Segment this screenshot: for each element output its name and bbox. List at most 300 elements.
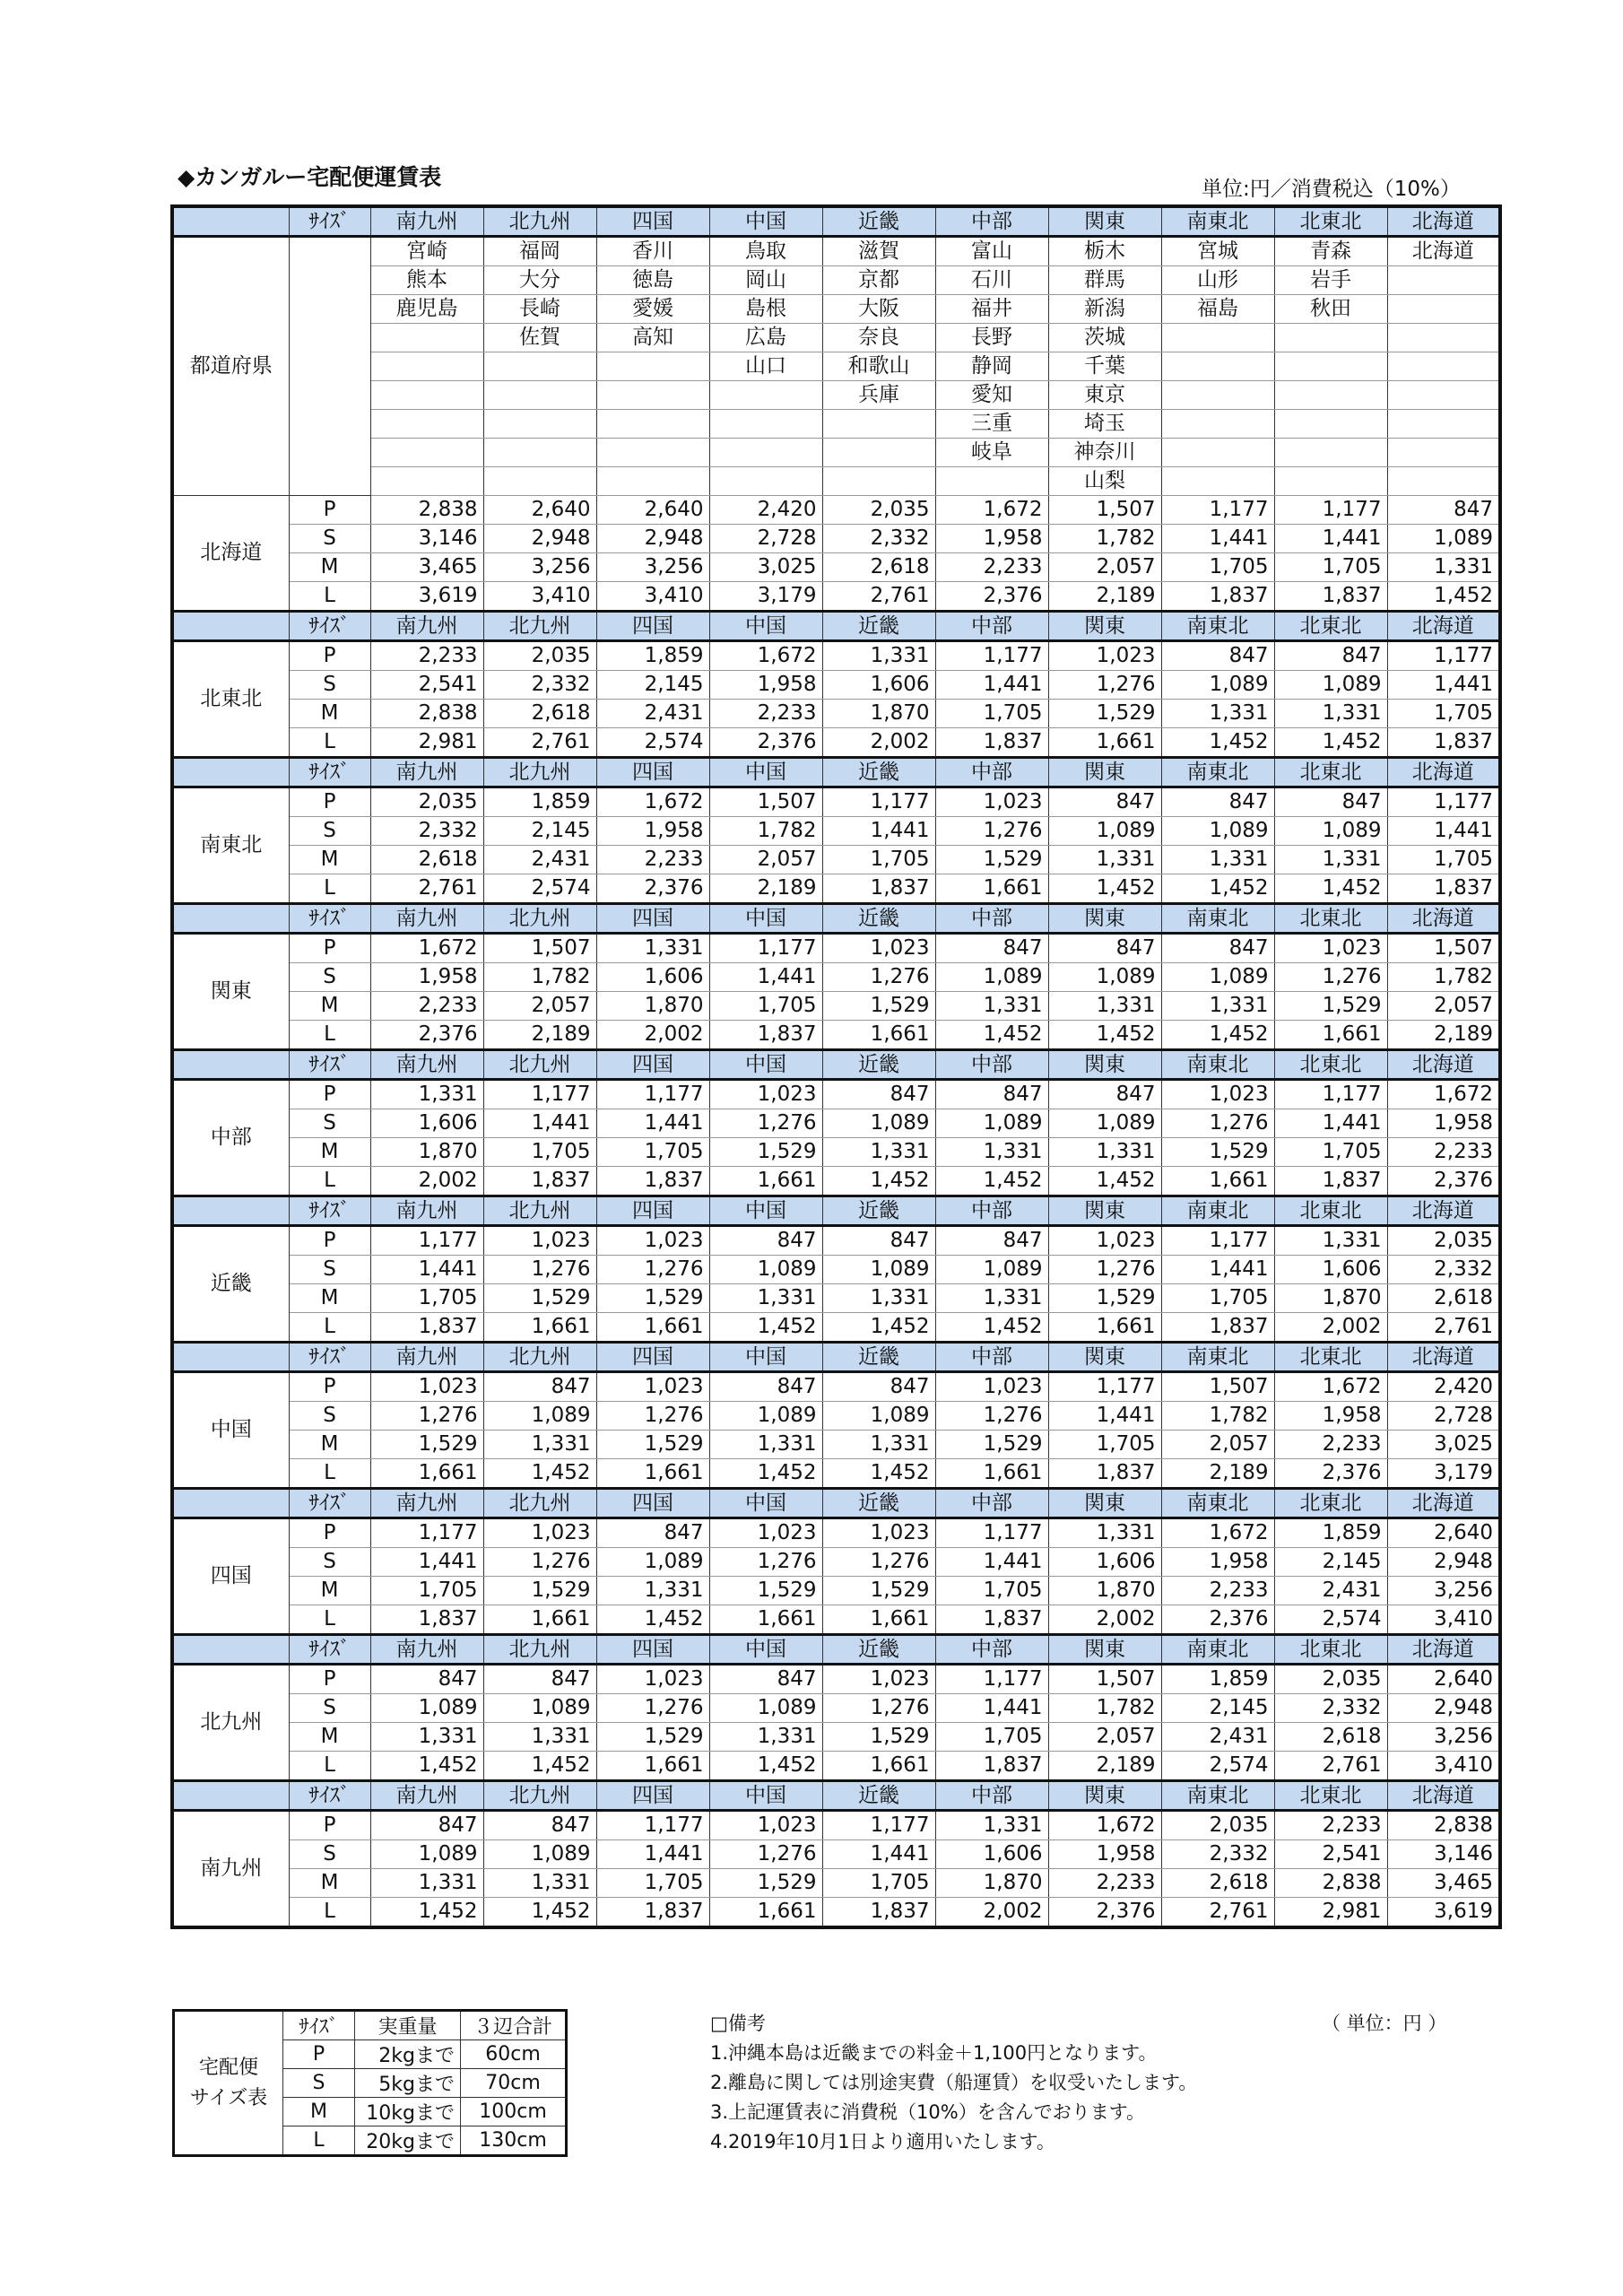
size-header: ｻｲｽﾞ xyxy=(289,904,370,934)
rate-cell: 1,331 xyxy=(1274,846,1387,874)
prefecture-cell: 富山 xyxy=(935,237,1048,266)
prefecture-cell: 石川 xyxy=(935,266,1048,295)
rate-cell: 1,177 xyxy=(822,1811,935,1840)
rate-cell: 2,376 xyxy=(1048,1898,1161,1928)
prefecture-row xyxy=(172,324,1500,352)
region-header: 近畿 xyxy=(822,1050,935,1080)
region-header: 中国 xyxy=(709,612,822,641)
rate-cell: 2,002 xyxy=(822,728,935,758)
rate-cell: 1,331 xyxy=(1274,700,1387,728)
prefecture-cell: 大阪 xyxy=(822,295,935,324)
rate-cell: 2,332 xyxy=(370,817,483,846)
rate-cell: 1,089 xyxy=(596,1548,709,1577)
region-header: 中国 xyxy=(709,1050,822,1080)
note-item: 2.離島に関しては別途実費（船運賃）を収受いたします。 xyxy=(710,2072,1198,2093)
prefecture-cell xyxy=(1161,324,1274,352)
prefecture-cell: 兵庫 xyxy=(822,381,935,410)
rate-cell: 1,441 xyxy=(935,1548,1048,1577)
rate-cell: 1,661 xyxy=(822,1752,935,1781)
origin-label: 北九州 xyxy=(172,1665,289,1781)
rate-cell: 2,376 xyxy=(1161,1605,1274,1635)
rate-cell: 1,331 xyxy=(1161,700,1274,728)
rate-cell: 2,332 xyxy=(1161,1840,1274,1869)
size-header: ｻｲｽﾞ xyxy=(289,1781,370,1811)
rate-cell: 2,233 xyxy=(1274,1811,1387,1840)
rate-cell: 3,465 xyxy=(370,553,483,582)
rate-cell: 2,057 xyxy=(1161,1431,1274,1459)
size-table-column-header: ｻｲｽﾞ xyxy=(283,2011,355,2040)
origin-label: 四国 xyxy=(172,1518,289,1635)
rate-cell: 1,672 xyxy=(709,641,822,671)
rate-cell: 847 xyxy=(1274,641,1387,671)
prefecture-cell: 愛媛 xyxy=(596,295,709,324)
prefecture-cell xyxy=(1161,381,1274,410)
rate-cell: 2,145 xyxy=(483,817,596,846)
rate-cell: 1,331 xyxy=(1161,992,1274,1021)
region-header: 南東北 xyxy=(1161,1196,1274,1226)
rate-cell: 1,870 xyxy=(370,1138,483,1167)
rate-cell: 847 xyxy=(1387,496,1500,525)
rate-cell: 1,331 xyxy=(483,1431,596,1459)
rate-cell: 1,276 xyxy=(822,963,935,992)
size-table-column-header: 実重量 xyxy=(355,2011,461,2040)
rate-cell: 1,958 xyxy=(935,525,1048,553)
rate-cell: 1,837 xyxy=(709,1021,822,1050)
prefecture-label: 都道府県 xyxy=(172,237,289,496)
notes-unit: （ 単位：円 ） xyxy=(1322,2013,1447,2034)
corner-cell xyxy=(172,1196,289,1226)
rate-cell: 1,529 xyxy=(483,1284,596,1313)
rate-cell: 2,057 xyxy=(483,992,596,1021)
size-cell: P xyxy=(289,787,370,817)
rate-cell: 1,089 xyxy=(709,1256,822,1284)
rate-cell: 2,233 xyxy=(1387,1138,1500,1167)
rate-cell: 1,958 xyxy=(1274,1402,1387,1431)
rate-cell: 2,233 xyxy=(1274,1431,1387,1459)
rate-cell: 1,870 xyxy=(822,700,935,728)
size-cell: M xyxy=(289,992,370,1021)
prefecture-cell xyxy=(1387,266,1500,295)
rate-cell: 847 xyxy=(709,1226,822,1256)
region-header: 北海道 xyxy=(1387,1635,1500,1665)
rate-row xyxy=(172,1226,1500,1256)
rate-cell: 1,276 xyxy=(935,1402,1048,1431)
rate-cell: 1,452 xyxy=(1048,1021,1161,1050)
prefecture-cell xyxy=(1274,352,1387,381)
size-cell: P xyxy=(289,1080,370,1109)
rate-cell: 1,705 xyxy=(1274,1138,1387,1167)
region-header: 北東北 xyxy=(1274,612,1387,641)
rate-cell: 1,177 xyxy=(596,1080,709,1109)
rate-cell: 1,606 xyxy=(370,1109,483,1138)
size-cell: S xyxy=(289,817,370,846)
region-header: 近畿 xyxy=(822,1343,935,1372)
page-title: ◆カンガルー宅配便運賃表 xyxy=(178,164,442,190)
rate-cell: 847 xyxy=(1274,787,1387,817)
rate-row xyxy=(172,525,1500,553)
origin-label: 北海道 xyxy=(172,496,289,612)
region-header: 南東北 xyxy=(1161,1635,1274,1665)
region-header: 南九州 xyxy=(370,1781,483,1811)
size-code: P xyxy=(283,2040,355,2069)
rate-cell: 1,089 xyxy=(935,963,1048,992)
prefecture-row xyxy=(172,439,1500,467)
rate-cell: 1,529 xyxy=(596,1284,709,1313)
rate-cell: 1,089 xyxy=(370,1694,483,1723)
header-row xyxy=(172,1343,1500,1372)
rate-cell: 1,331 xyxy=(709,1284,822,1313)
rate-cell: 847 xyxy=(935,1080,1048,1109)
rate-cell: 1,089 xyxy=(1048,963,1161,992)
rate-cell: 1,441 xyxy=(1274,525,1387,553)
size-cell: L xyxy=(289,1752,370,1781)
rate-cell: 2,541 xyxy=(370,671,483,700)
unit-note: 単位:円／消費税込（10%） xyxy=(1202,178,1461,201)
prefecture-cell xyxy=(370,467,483,496)
rate-row xyxy=(172,1313,1500,1343)
region-header: 近畿 xyxy=(822,904,935,934)
prefecture-cell xyxy=(1387,324,1500,352)
rate-cell: 2,640 xyxy=(1387,1518,1500,1548)
rate-cell: 3,256 xyxy=(596,553,709,582)
rate-cell: 2,189 xyxy=(709,874,822,904)
size-cell: S xyxy=(289,525,370,553)
rate-cell: 1,661 xyxy=(483,1313,596,1343)
size-cell: M xyxy=(289,846,370,874)
size-cell: S xyxy=(289,1256,370,1284)
rate-cell: 2,376 xyxy=(1387,1167,1500,1196)
region-header: 南九州 xyxy=(370,206,483,237)
rate-cell: 1,177 xyxy=(1387,641,1500,671)
rate-cell: 1,661 xyxy=(370,1459,483,1489)
rate-cell: 1,859 xyxy=(483,787,596,817)
size-cell: L xyxy=(289,1021,370,1050)
rate-row xyxy=(172,1840,1500,1869)
rate-cell: 2,233 xyxy=(370,641,483,671)
rate-cell: 1,089 xyxy=(822,1402,935,1431)
rate-cell: 2,035 xyxy=(370,787,483,817)
prefecture-cell xyxy=(483,467,596,496)
rate-cell: 1,705 xyxy=(483,1138,596,1167)
rate-cell: 1,089 xyxy=(1387,525,1500,553)
rate-cell: 1,958 xyxy=(1387,1109,1500,1138)
prefecture-cell: 徳島 xyxy=(596,266,709,295)
region-header: 中国 xyxy=(709,206,822,237)
note-item: 4.2019年10月1日より適用いたします。 xyxy=(710,2131,1055,2152)
rate-cell: 2,145 xyxy=(1274,1548,1387,1577)
prefecture-cell: 熊本 xyxy=(370,266,483,295)
prefecture-cell xyxy=(822,410,935,439)
rate-cell: 847 xyxy=(483,1665,596,1694)
rate-cell: 1,177 xyxy=(935,641,1048,671)
rate-cell: 3,410 xyxy=(483,582,596,612)
size-cell: P xyxy=(289,1811,370,1840)
region-header: 中部 xyxy=(935,206,1048,237)
rate-cell: 1,661 xyxy=(822,1021,935,1050)
rate-cell: 1,441 xyxy=(709,963,822,992)
rate-cell: 1,177 xyxy=(822,787,935,817)
prefecture-cell xyxy=(822,439,935,467)
region-header: 北九州 xyxy=(483,758,596,787)
dimension-limit: 130cm xyxy=(461,2126,567,2156)
rate-cell: 1,859 xyxy=(596,641,709,671)
rate-cell: 1,672 xyxy=(1048,1811,1161,1840)
rate-cell: 1,661 xyxy=(709,1898,822,1928)
rate-cell: 1,661 xyxy=(822,1605,935,1635)
rate-cell: 1,276 xyxy=(483,1548,596,1577)
rate-cell: 1,529 xyxy=(483,1577,596,1605)
rate-row xyxy=(172,496,1500,525)
rate-cell: 1,452 xyxy=(370,1898,483,1928)
rate-cell: 1,705 xyxy=(370,1577,483,1605)
prefecture-cell: 山口 xyxy=(709,352,822,381)
prefecture-cell: 岐阜 xyxy=(935,439,1048,467)
rate-cell: 1,606 xyxy=(935,1840,1048,1869)
rate-row xyxy=(172,553,1500,582)
rate-cell: 2,057 xyxy=(709,846,822,874)
rate-cell: 2,376 xyxy=(1274,1459,1387,1489)
rate-cell: 3,619 xyxy=(1387,1898,1500,1928)
rate-cell: 2,574 xyxy=(1274,1605,1387,1635)
prefecture-cell: 岩手 xyxy=(1274,266,1387,295)
prefecture-cell: 滋賀 xyxy=(822,237,935,266)
rate-cell: 1,672 xyxy=(370,934,483,963)
rate-cell: 3,256 xyxy=(1387,1723,1500,1752)
rate-cell: 1,837 xyxy=(1274,1167,1387,1196)
rate-cell: 1,023 xyxy=(1161,1080,1274,1109)
rate-cell: 1,529 xyxy=(709,1138,822,1167)
rate-cell: 1,441 xyxy=(822,1840,935,1869)
rate-cell: 3,256 xyxy=(483,553,596,582)
rate-cell: 1,529 xyxy=(370,1431,483,1459)
prefecture-cell xyxy=(596,410,709,439)
rate-cell: 1,705 xyxy=(596,1869,709,1898)
rate-cell: 1,441 xyxy=(1048,1402,1161,1431)
rate-cell: 847 xyxy=(1161,787,1274,817)
rate-cell: 1,507 xyxy=(1387,934,1500,963)
prefecture-cell: 長野 xyxy=(935,324,1048,352)
region-header: 四国 xyxy=(596,612,709,641)
prefecture-cell: 新潟 xyxy=(1048,295,1161,324)
rate-cell: 2,376 xyxy=(935,582,1048,612)
rate-cell: 847 xyxy=(596,1518,709,1548)
rate-cell: 2,541 xyxy=(1274,1840,1387,1869)
header-row xyxy=(172,1635,1500,1665)
region-header: 北九州 xyxy=(483,1343,596,1372)
rate-cell: 1,661 xyxy=(1161,1167,1274,1196)
rate-cell: 1,782 xyxy=(1048,1694,1161,1723)
rate-cell: 1,089 xyxy=(935,1256,1048,1284)
rate-cell: 1,452 xyxy=(1048,1167,1161,1196)
region-header: 四国 xyxy=(596,206,709,237)
rate-cell: 2,761 xyxy=(1274,1752,1387,1781)
notes xyxy=(710,2009,1197,2157)
rate-cell: 2,233 xyxy=(935,553,1048,582)
rate-cell: 1,441 xyxy=(596,1840,709,1869)
rate-row xyxy=(172,934,1500,963)
prefecture-cell xyxy=(709,439,822,467)
rate-cell: 1,177 xyxy=(1387,787,1500,817)
rate-cell: 1,331 xyxy=(822,1138,935,1167)
rate-cell: 847 xyxy=(483,1372,596,1402)
prefecture-row xyxy=(172,266,1500,295)
prefecture-cell: 島根 xyxy=(709,295,822,324)
rate-cell: 1,452 xyxy=(822,1167,935,1196)
rate-cell: 3,410 xyxy=(596,582,709,612)
rate-cell: 1,705 xyxy=(822,846,935,874)
region-header: 中部 xyxy=(935,1489,1048,1518)
size-header: ｻｲｽﾞ xyxy=(289,1635,370,1665)
prefecture-cell: 広島 xyxy=(709,324,822,352)
region-header: 南東北 xyxy=(1161,1050,1274,1080)
prefecture-cell xyxy=(370,352,483,381)
rate-cell: 2,431 xyxy=(596,700,709,728)
size-header: ｻｲｽﾞ xyxy=(289,1489,370,1518)
rate-cell: 3,410 xyxy=(1387,1605,1500,1635)
rate-cell: 3,179 xyxy=(709,582,822,612)
rate-cell: 2,948 xyxy=(483,525,596,553)
rate-cell: 2,838 xyxy=(1387,1811,1500,1840)
rate-cell: 1,661 xyxy=(596,1313,709,1343)
region-header: 近畿 xyxy=(822,758,935,787)
rate-cell: 2,574 xyxy=(1161,1752,1274,1781)
rate-cell: 1,276 xyxy=(596,1694,709,1723)
rate-cell: 1,529 xyxy=(1161,1138,1274,1167)
region-header: 近畿 xyxy=(822,1489,935,1518)
region-header: 北海道 xyxy=(1387,904,1500,934)
size-table-label: 宅配便 サイズ表 xyxy=(174,2011,283,2156)
rate-cell: 2,981 xyxy=(370,728,483,758)
rate-row xyxy=(172,1459,1500,1489)
rate-cell: 847 xyxy=(822,1372,935,1402)
prefecture-cell: 福井 xyxy=(935,295,1048,324)
size-cell: M xyxy=(289,1723,370,1752)
rate-cell: 1,661 xyxy=(935,1459,1048,1489)
prefecture-cell xyxy=(370,324,483,352)
rate-cell: 1,331 xyxy=(709,1723,822,1752)
rate-cell: 2,761 xyxy=(370,874,483,904)
rate-cell: 1,089 xyxy=(1048,1109,1161,1138)
rate-cell: 1,331 xyxy=(370,1869,483,1898)
rate-cell: 1,837 xyxy=(1387,728,1500,758)
size-cell: M xyxy=(289,1138,370,1167)
prefecture-cell xyxy=(483,381,596,410)
rate-cell: 2,618 xyxy=(1387,1284,1500,1313)
size-cell: P xyxy=(289,934,370,963)
rate-cell: 1,177 xyxy=(370,1226,483,1256)
rate-cell: 1,023 xyxy=(935,1372,1048,1402)
region-header: 北九州 xyxy=(483,1781,596,1811)
rate-cell: 1,276 xyxy=(1048,671,1161,700)
rate-cell: 1,089 xyxy=(822,1256,935,1284)
rate-row xyxy=(172,1548,1500,1577)
rate-cell: 2,640 xyxy=(483,496,596,525)
rate-cell: 2,761 xyxy=(483,728,596,758)
rate-cell: 1,672 xyxy=(1387,1080,1500,1109)
rate-cell: 847 xyxy=(709,1372,822,1402)
rate-cell: 1,837 xyxy=(1161,1313,1274,1343)
size-cell: L xyxy=(289,1898,370,1928)
prefecture-cell xyxy=(1161,467,1274,496)
rate-cell: 1,705 xyxy=(596,1138,709,1167)
rate-cell: 1,177 xyxy=(1161,496,1274,525)
rate-cell: 2,981 xyxy=(1274,1898,1387,1928)
rate-row xyxy=(172,1723,1500,1752)
prefecture-cell xyxy=(596,352,709,381)
rate-cell: 1,452 xyxy=(483,1752,596,1781)
header-row xyxy=(172,206,1500,237)
region-header: 近畿 xyxy=(822,1781,935,1811)
rate-cell: 1,331 xyxy=(1048,1518,1161,1548)
prefecture-row xyxy=(172,467,1500,496)
rate-cell: 1,276 xyxy=(709,1548,822,1577)
rate-cell: 1,441 xyxy=(370,1548,483,1577)
rate-cell: 2,057 xyxy=(1048,1723,1161,1752)
region-header: 四国 xyxy=(596,1343,709,1372)
rate-cell: 847 xyxy=(370,1811,483,1840)
prefecture-cell xyxy=(709,467,822,496)
rate-cell: 1,452 xyxy=(1274,874,1387,904)
prefecture-cell xyxy=(370,381,483,410)
rate-cell: 2,189 xyxy=(1048,582,1161,612)
region-header: 南九州 xyxy=(370,1050,483,1080)
prefecture-cell xyxy=(1387,352,1500,381)
rate-cell: 1,606 xyxy=(1274,1256,1387,1284)
rate-cell: 1,452 xyxy=(709,1752,822,1781)
prefecture-cell: 埼玉 xyxy=(1048,410,1161,439)
prefecture-cell: 栃木 xyxy=(1048,237,1161,266)
rate-cell: 1,452 xyxy=(709,1459,822,1489)
rate-cell: 2,233 xyxy=(709,700,822,728)
region-header: 北九州 xyxy=(483,904,596,934)
region-header: 中部 xyxy=(935,1781,1048,1811)
rate-cell: 1,331 xyxy=(1048,846,1161,874)
size-cell: L xyxy=(289,1167,370,1196)
weight-limit: 10kgまで xyxy=(355,2098,461,2126)
rate-cell: 1,331 xyxy=(596,934,709,963)
rate-cell: 3,146 xyxy=(1387,1840,1500,1869)
size-header: ｻｲｽﾞ xyxy=(289,612,370,641)
header-row xyxy=(172,1050,1500,1080)
rate-cell: 1,529 xyxy=(1048,700,1161,728)
rate-cell: 1,870 xyxy=(596,992,709,1021)
region-header: 関東 xyxy=(1048,206,1161,237)
region-header: 北九州 xyxy=(483,1196,596,1226)
rate-cell: 2,420 xyxy=(709,496,822,525)
prefecture-cell xyxy=(1161,410,1274,439)
rate-cell: 2,332 xyxy=(483,671,596,700)
size-cell: M xyxy=(289,553,370,582)
rate-cell: 1,837 xyxy=(822,874,935,904)
rate-cell: 1,529 xyxy=(709,1577,822,1605)
rate-row xyxy=(172,700,1500,728)
rate-cell: 1,089 xyxy=(1048,817,1161,846)
region-header: 関東 xyxy=(1048,612,1161,641)
region-header: 中部 xyxy=(935,1050,1048,1080)
rate-cell: 1,705 xyxy=(822,1869,935,1898)
size-cell: M xyxy=(289,1431,370,1459)
rate-cell: 1,331 xyxy=(1387,553,1500,582)
rate-cell: 1,023 xyxy=(483,1226,596,1256)
prefecture-cell: 佐賀 xyxy=(483,324,596,352)
rate-cell: 1,089 xyxy=(822,1109,935,1138)
rate-row xyxy=(172,1167,1500,1196)
rate-row xyxy=(172,1138,1500,1167)
rate-row xyxy=(172,1752,1500,1781)
region-header: 中部 xyxy=(935,1635,1048,1665)
region-header: 中国 xyxy=(709,904,822,934)
rate-cell: 1,837 xyxy=(935,1605,1048,1635)
